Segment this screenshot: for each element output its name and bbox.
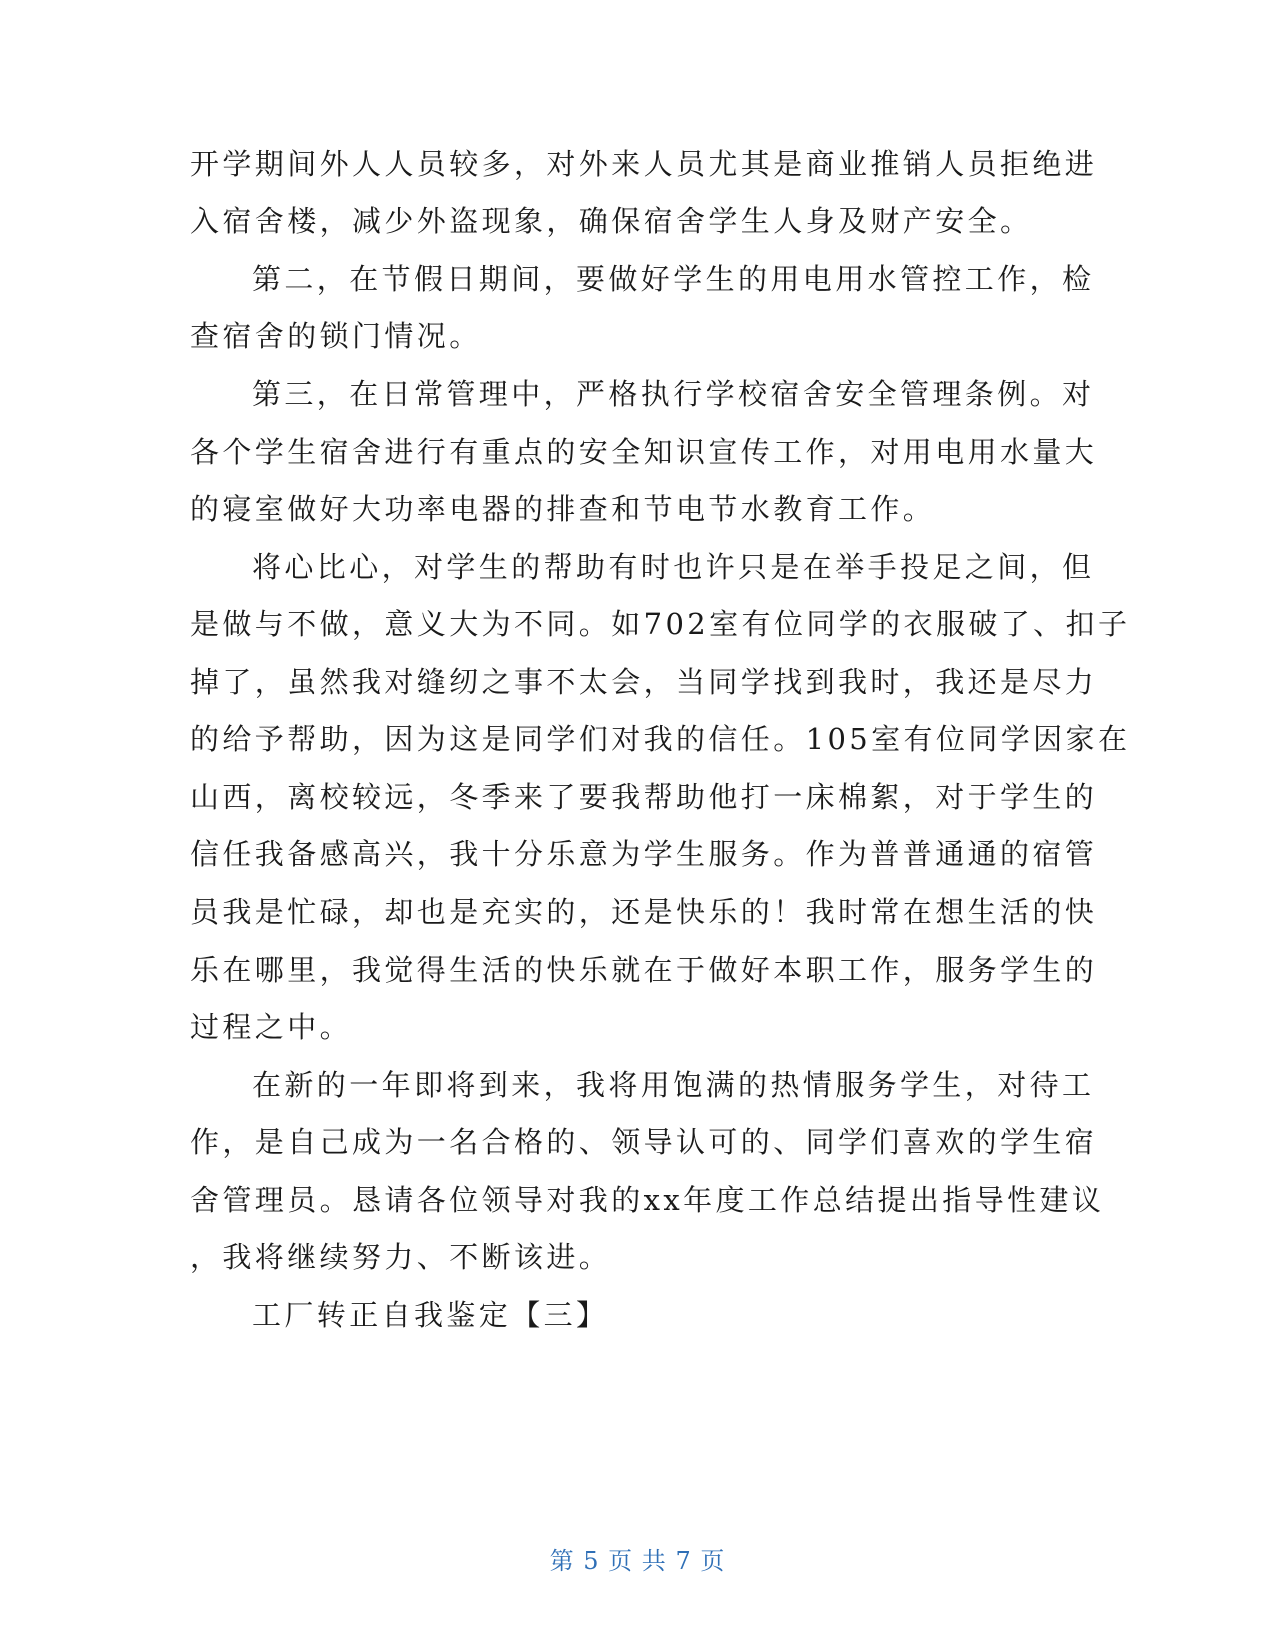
body-text-line: 员我是忙碌，却也是充实的，还是快乐的！我时常在想生活的快 <box>190 895 1098 929</box>
body-text-line: 的寝室做好大功率电器的排查和节电节水教育工作。 <box>190 492 936 526</box>
footer-middle: 页 共 <box>608 1547 667 1575</box>
body-text-line: 在新的一年即将到来，我将用饱满的热情服务学生，对待工 <box>252 1068 1095 1102</box>
footer-suffix: 页 <box>700 1547 726 1575</box>
body-text-line: 山西，离校较远，冬季来了要我帮助他打一床棉絮，对于学生的 <box>190 780 1098 814</box>
body-text-line: 各个学生宿舍进行有重点的安全知识宣传工作，对用电用水量大 <box>190 435 1098 469</box>
body-text-line: 将心比心，对学生的帮助有时也许只是在举手投足之间，但 <box>252 550 1095 584</box>
body-text-line: 舍管理员。恳请各位领导对我的xx年度工作总结提出指导性建议 <box>190 1183 1105 1217</box>
body-text-line: 第三，在日常管理中，严格执行学校宿舍安全管理条例。对 <box>252 377 1095 411</box>
body-text-line: 乐在哪里，我觉得生活的快乐就在于做好本职工作，服务学生的 <box>190 953 1098 987</box>
body-text-line: 的给予帮助，因为这是同学们对我的信任。105室有位同学因家在 <box>190 722 1131 756</box>
body-text-line: 信任我备感高兴，我十分乐意为学生服务。作为普普通通的宿管 <box>190 837 1098 871</box>
body-text-line: 过程之中。 <box>190 1010 353 1044</box>
body-text-line: 查宿舍的锁门情况。 <box>190 319 482 353</box>
body-text-line: 入宿舍楼，减少外盗现象，确保宿舍学生人身及财产安全。 <box>190 204 1033 238</box>
body-text-line: 作，是自己成为一名合格的、领导认可的、同学们喜欢的学生宿 <box>190 1125 1098 1159</box>
current-page-number: 5 <box>583 1547 600 1575</box>
body-text-line: ，我将继续努力、不断该进。 <box>190 1240 612 1274</box>
total-page-count: 7 <box>675 1547 692 1575</box>
body-text-line: 第二，在节假日期间，要做好学生的用电用水管控工作，检 <box>252 262 1095 296</box>
footer-prefix: 第 <box>549 1547 575 1575</box>
body-text-line: 开学期间外人人员较多，对外来人员尤其是商业推销人员拒绝进 <box>190 147 1098 181</box>
section-heading: 工厂转正自我鉴定【三】 <box>252 1298 609 1332</box>
body-text-line: 是做与不做，意义大为不同。如702室有位同学的衣服破了、扣子 <box>190 607 1131 641</box>
page-footer <box>0 1541 1275 1576</box>
body-text-line: 掉了，虽然我对缝纫之事不太会，当同学找到我时，我还是尽力 <box>190 665 1098 699</box>
